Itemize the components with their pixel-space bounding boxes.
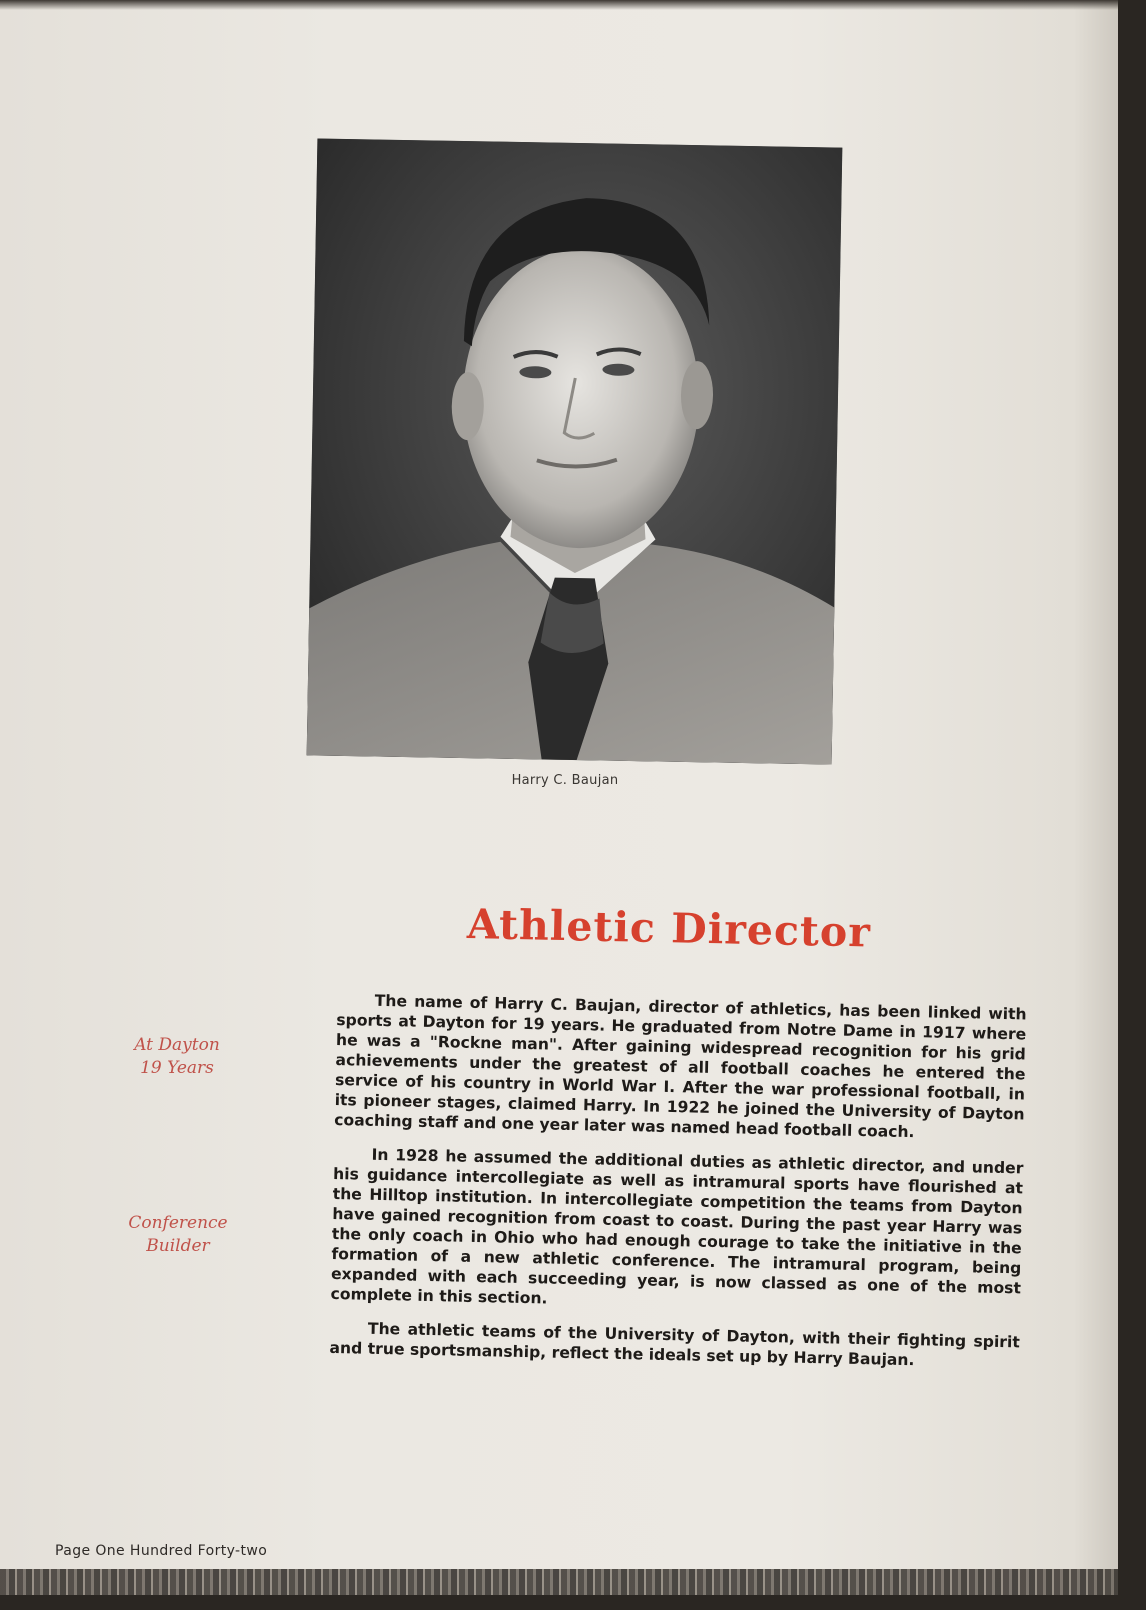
article-paragraph: In 1928 he assumed the additional duties as athletic director, and under his guidance intercollegiate as well as intramural sports have flourished at the Hilltop institution. In intercollegiate competition the teams from Dayton have gained recognition from coast to coast. During the past year Harry was the only coach in Ohio who had enough courage to take the initiative in the formation of a new athletic conference. The intramural program, being expanded with each succeeding year, is now classed as one of the most complete in this section.: [330, 1145, 1024, 1308]
article-paragraph: The athletic teams of the University of Dayton, with their fighting spirit and true sportsmanship, reflect the ideals set up by Harry Baujan.: [329, 1319, 1020, 1370]
photo-caption: Harry C. Baujan: [511, 773, 619, 788]
margin-note-conference-builder: [108, 1212, 248, 1258]
page-bottom-edge: [0, 1569, 1118, 1595]
portrait-photo: [307, 138, 843, 764]
margin-note-at-dayton: [112, 1034, 242, 1080]
margin-note-line: Builder: [146, 1236, 210, 1256]
page-top-shadow: [0, 0, 1118, 10]
margin-note-line: Conference: [128, 1213, 228, 1233]
margin-note-line: 19 Years: [140, 1058, 214, 1078]
portrait-illustration: [307, 138, 843, 764]
article-paragraph: The name of Harry C. Baujan, director of athletics, has been linked with sports at Dayton for 19 years. He graduated from Notre Dame in 1917 where he was a "Rockne man". After gaining widespread recognition for his grid achievements under the greatest of all football coaches he entered the service of his country in World War I. After the war professional football, in its pioneer stages, claimed Harry. In 1922 he joined the University of Dayton coaching staff and one year later was named head football coach.: [334, 991, 1027, 1142]
article-body: [329, 990, 1027, 1386]
page-title: Athletic Director: [466, 900, 872, 957]
margin-note-line: At Dayton: [134, 1035, 220, 1055]
page-number: Page One Hundred Forty-two: [55, 1543, 268, 1559]
